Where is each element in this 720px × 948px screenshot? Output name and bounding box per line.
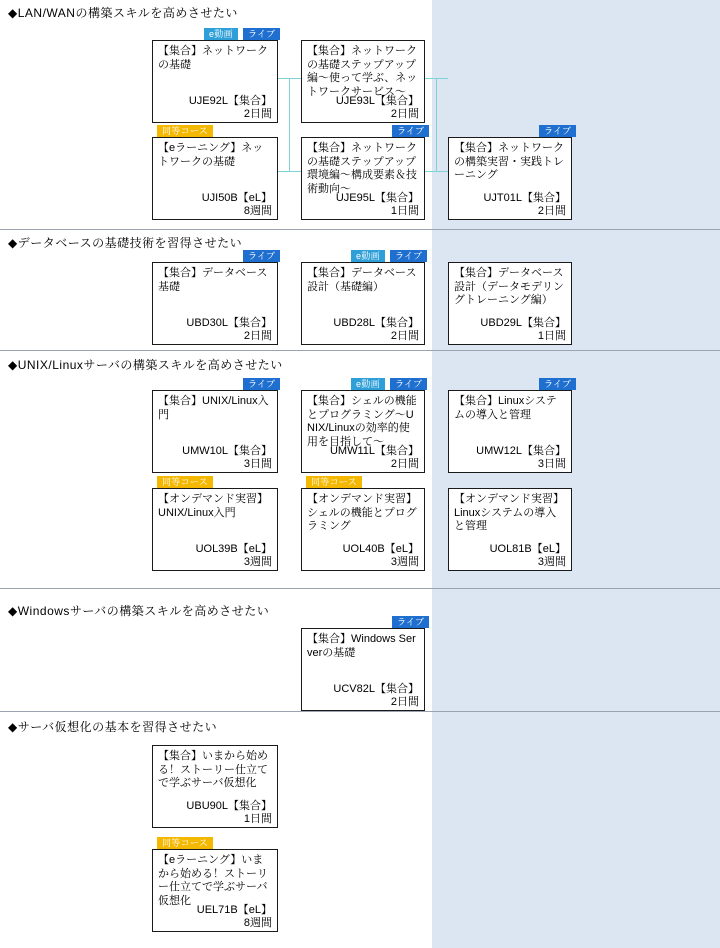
- course-card[interactable]: [152, 849, 278, 932]
- course-title: 【eラーニング】ネットワークの基礎: [158, 142, 264, 168]
- course-code: UJT01L【集合】: [483, 192, 566, 204]
- section-lan-wan: [0, 6, 720, 228]
- course-title: 【オンデマンド実習】Linuxシステムの導入と管理: [454, 493, 564, 532]
- course-duration: 3週間: [537, 556, 566, 568]
- course-card[interactable]: [301, 628, 425, 711]
- connector-line: [289, 78, 290, 172]
- course-card[interactable]: [301, 262, 425, 345]
- course-duration: 1日間: [243, 813, 272, 825]
- course-title: 【オンデマンド実習】UNIX/Linux入門: [158, 493, 268, 519]
- section-divider: [0, 711, 720, 712]
- tag-movie: e動画: [351, 378, 385, 390]
- course-duration: 3日間: [243, 458, 272, 470]
- course-code: UBD29L【集合】: [480, 317, 566, 329]
- course-code: UEL71B【eL】: [196, 904, 272, 916]
- course-card[interactable]: [301, 40, 425, 123]
- tag-live: ライブ: [539, 378, 576, 390]
- tag-live: ライブ: [390, 250, 427, 262]
- course-code: UMW11L【集合】: [329, 445, 419, 457]
- course-duration: 2日間: [243, 108, 272, 120]
- tag-live: ライブ: [243, 250, 280, 262]
- section-title: ◆サーバ仮想化の基本を習得させたい: [8, 720, 218, 734]
- course-title: 【集合】Linuxシステムの導入と管理: [454, 395, 557, 421]
- section-title: ◆Windowsサーバの構築スキルを高めさせたい: [8, 604, 270, 618]
- course-card[interactable]: [301, 137, 425, 220]
- tag-live: ライブ: [243, 28, 280, 40]
- course-code: UJE95L【集合】: [335, 192, 419, 204]
- course-duration: 8週間: [243, 205, 272, 217]
- course-card[interactable]: [152, 262, 278, 345]
- course-card[interactable]: [448, 390, 572, 473]
- tag-live: ライブ: [390, 378, 427, 390]
- course-code: UBU90L【集合】: [186, 800, 272, 812]
- course-card[interactable]: [448, 137, 572, 220]
- section-database: [0, 236, 720, 346]
- course-code: UCV82L【集合】: [333, 683, 419, 695]
- tag-live: ライブ: [392, 125, 429, 137]
- course-code: UJE92L【集合】: [188, 95, 272, 107]
- course-code: UOL81B【eL】: [489, 543, 566, 555]
- course-card[interactable]: [152, 488, 278, 571]
- course-card[interactable]: [301, 390, 425, 473]
- connector-line: [436, 78, 437, 172]
- course-duration: 2日間: [390, 330, 419, 342]
- tag-equal-course: 同等コース: [157, 125, 213, 137]
- course-card[interactable]: [152, 745, 278, 828]
- course-title: 【eラーニング】いまから始める！ストーリー仕立てで学ぶサーバ仮想化: [158, 854, 268, 907]
- course-title: 【集合】データベース基礎: [158, 267, 268, 293]
- section-title: ◆データベースの基礎技術を習得させたい: [8, 236, 243, 250]
- course-duration: 3日間: [537, 458, 566, 470]
- course-duration: 3週間: [390, 556, 419, 568]
- tag-equal-course: 同等コース: [157, 837, 213, 849]
- course-title: 【集合】データベース設計（基礎編）: [307, 267, 417, 293]
- course-title: 【集合】ネットワークの基礎ステップアップ編～使って学ぶ、ネットワークサービス～: [307, 45, 418, 98]
- tag-equal-course: 同等コース: [306, 476, 362, 488]
- course-duration: 2日間: [390, 108, 419, 120]
- section-divider: [0, 350, 720, 351]
- course-duration: 2日間: [390, 458, 419, 470]
- section-server-virtualization: [0, 720, 720, 942]
- course-title: 【オンデマンド実習】シェルの機能とプログラミング: [307, 493, 417, 532]
- course-duration: 1日間: [390, 205, 419, 217]
- course-card[interactable]: [152, 137, 278, 220]
- tag-live: ライブ: [539, 125, 576, 137]
- section-title: ◆LAN/WANの構築スキルを高めさせたい: [8, 6, 238, 20]
- course-duration: 2日間: [390, 696, 419, 708]
- course-code: UBD30L【集合】: [186, 317, 272, 329]
- course-duration: 2日間: [537, 205, 566, 217]
- course-code: UOL40B【eL】: [342, 543, 419, 555]
- course-code: UOL39B【eL】: [195, 543, 272, 555]
- course-duration: 8週間: [243, 917, 272, 929]
- course-title: 【集合】ネットワークの基礎ステップアップ環境編～構成要素＆技術動向～: [307, 142, 417, 195]
- tag-movie: e動画: [204, 28, 238, 40]
- course-duration: 3週間: [243, 556, 272, 568]
- section-divider: [0, 229, 720, 230]
- tag-live: ライブ: [243, 378, 280, 390]
- course-card[interactable]: [448, 488, 572, 571]
- course-title: 【集合】データベース設計（データモデリングトレーニング編）: [454, 267, 564, 306]
- course-code: UMW12L【集合】: [476, 445, 566, 457]
- course-code: UJE93L【集合】: [335, 95, 419, 107]
- course-code: UBD28L【集合】: [333, 317, 419, 329]
- tag-live: ライブ: [392, 616, 429, 628]
- course-title: 【集合】シェルの機能とプログラミング～UNIX/Linuxの効率的使用を目指して～: [307, 395, 417, 448]
- course-title: 【集合】いまから始める！ストーリー仕立てで学ぶサーバ仮想化: [158, 750, 268, 789]
- course-card[interactable]: [152, 390, 278, 473]
- course-card[interactable]: [301, 488, 425, 571]
- course-code: UMW10L【集合】: [182, 445, 272, 457]
- course-duration: 2日間: [243, 330, 272, 342]
- course-title: 【集合】ネットワークの構築実習・実践トレーニング: [454, 142, 564, 181]
- section-windows: [0, 604, 720, 708]
- course-duration: 1日間: [537, 330, 566, 342]
- course-title: 【集合】Windows Serverの基礎: [307, 633, 416, 659]
- course-title: 【集合】ネットワークの基礎: [158, 45, 268, 71]
- section-divider: [0, 588, 720, 589]
- course-card[interactable]: [152, 40, 278, 123]
- section-title: ◆UNIX/Linuxサーバの構築スキルを高めさせたい: [8, 358, 283, 372]
- tag-equal-course: 同等コース: [157, 476, 213, 488]
- section-unix-linux: [0, 358, 720, 584]
- course-title: 【集合】UNIX/Linux入門: [158, 395, 269, 421]
- tag-movie: e動画: [351, 250, 385, 262]
- course-code: UJI50B【eL】: [201, 192, 272, 204]
- course-card[interactable]: [448, 262, 572, 345]
